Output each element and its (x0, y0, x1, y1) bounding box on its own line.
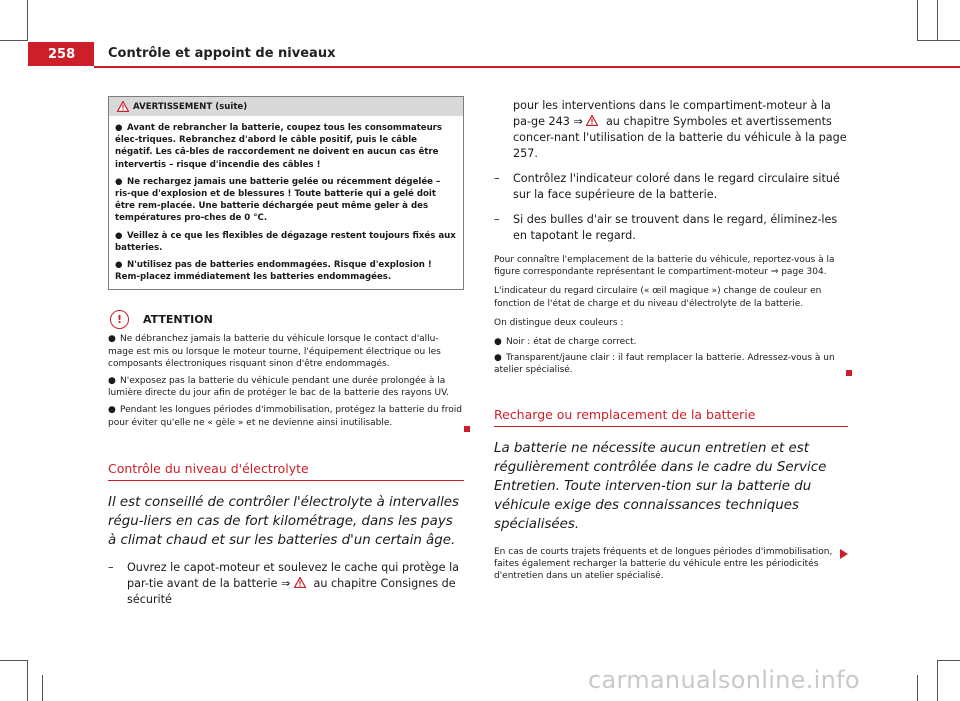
recharge-section (494, 407, 848, 583)
bullet-icon: ● (108, 376, 116, 387)
paragraph: On distingue deux couleurs : (494, 317, 624, 328)
attention-item: ● Ne débranchez jamais la batterie du véhicule lorsque le contact d'allu-mage est mis ou lorsque le moteur tourne, l'équipement électrique ou les composants électroniques risquant sinon d'être endommagés. (108, 334, 441, 369)
crop-mark (27, 660, 28, 701)
warning-header (109, 97, 463, 116)
attention-block (108, 310, 464, 428)
color-item: ● Noir : état de charge correct. (494, 337, 637, 348)
paragraph: Pour connaître l'emplacement de la batterie du véhicule, reportez-vous à la figure correspondante représentant le compartiment-moteur ⇒ page 304. (494, 255, 835, 278)
crop-mark (27, 0, 28, 40)
bullet-icon: ● (108, 405, 116, 416)
crop-mark (0, 660, 28, 661)
bullet-icon: ● (494, 337, 502, 348)
section-lead: Il est conseillé de contrôler l'électrolyte à intervalles régu-liers en cas de fort kilométrage, dans les pays à climat chaud et sur les batteries d'un certain âge. (108, 494, 460, 548)
section-heading: Recharge ou remplacement de la batterie (494, 407, 848, 427)
warning-item: ● Ne rechargez jamais une batterie gelée ou récemment dégelée – ris-que d'explosion et de blessures ! Toute batterie qui a gelé doit être rem-placée. Une batterie déchargée peut même geler à des températures pro-ches de 0 °C. (115, 176, 441, 224)
step-continuation: pour les interventions dans le compartiment-moteur à la pa-ge 243 ⇒ au chapitre Symboles et avertissements concer-nant l'utilisation de la batterie du véhicule à la page 257. (513, 99, 847, 160)
header-rule (94, 66, 960, 68)
crop-mark (42, 675, 43, 701)
warning-triangle-icon (294, 577, 306, 588)
warning-box (108, 96, 464, 290)
crop-mark (917, 0, 918, 40)
dash-icon: – (494, 213, 500, 226)
step-item: – Contrôlez l'indicateur coloré dans le regard circulaire situé sur la face supérieure de la batterie. (494, 172, 840, 201)
section-lead: La batterie ne nécessite aucun entretien et est régulièrement contrôlée dans le cadre du Service Entretien. Toute interven-tion sur la batterie du véhicule exige des connaissances techniques spécialisées. (494, 440, 827, 532)
step-item: – Ouvrez le capot-moteur et soulevez le cache qui protège la par-tie avant de la batterie ⇒ au chapitre Consignes de sécurité (108, 560, 460, 606)
bullet-icon: ● (115, 176, 123, 187)
crop-mark (0, 40, 28, 41)
continue-arrow-icon (840, 549, 848, 559)
paragraph: L'indicateur du regard circulaire (« œil magique ») change de couleur en fonction de l'état de charge et du niveau d'électrolyte de la batterie. (494, 286, 822, 309)
attention-header (108, 310, 464, 329)
warning-triangle-icon (117, 101, 129, 112)
attention-item: ● N'exposez pas la batterie du véhicule pendant une durée prolongée à la lumière directe du jour afin de protéger le bac de la batterie des rayons UV. (108, 376, 449, 399)
dash-icon: – (494, 172, 500, 185)
bullet-icon: ● (115, 123, 123, 133)
crop-mark (937, 660, 960, 661)
paragraph: En cas de courts trajets fréquents et de longues périodes d'immobilisation, faites également recharger la batterie du véhicule entre les périodicités d'entretien dans un atelier spécialisé. (494, 546, 833, 582)
exclamation-circle-icon: ! (110, 310, 129, 329)
end-of-section-mark (464, 426, 470, 432)
attention-item: ● Pendant les longues périodes d'immobilisation, protégez la batterie du froid pour éviter qu'elle ne « gèle » et ne devienne ainsi inutilisable. (108, 405, 462, 428)
page-number: 258 (28, 42, 94, 66)
bullet-icon: ● (494, 353, 502, 364)
crop-mark (917, 675, 918, 701)
warning-item: ● Avant de rebrancher la batterie, coupez tous les consommateurs élec-triques. Rebranchez d'abord le câble positif, puis le câble négatif. Les câ-bles de raccordement ne doivent en aucun cas être intervertis – risque d'incendie des câbles ! (115, 123, 443, 170)
warning-item: ● N'utilisez pas de batteries endommagées. Risque d'explosion ! Rem-placez immédiatement les batteries endommagées. (115, 260, 432, 283)
warning-item: ● Veillez à ce que les flexibles de dégazage restent toujours fixés aux batteries. (115, 230, 456, 253)
warning-body (109, 116, 463, 289)
warning-title: AVERTISSEMENT (suite) (133, 101, 248, 112)
bullet-icon: ● (115, 260, 123, 271)
crop-mark (937, 0, 938, 40)
dash-icon: – (108, 560, 114, 574)
right-column (494, 98, 848, 582)
section-heading: Contrôle du niveau d'électrolyte (108, 461, 464, 481)
color-item: ● Transparent/jaune clair : il faut remplacer la batterie. Adressez-vous à un atelier spécialisé. (494, 353, 835, 376)
crop-mark (937, 660, 938, 701)
attention-title: ATTENTION (143, 312, 213, 326)
electrolyte-section (108, 461, 464, 608)
left-column (108, 96, 464, 608)
watermark: carmanualsonline.info (588, 666, 860, 694)
end-of-section-mark (846, 370, 852, 376)
crop-mark (917, 40, 960, 41)
step-item: – Si des bulles d'air se trouvent dans le regard, éliminez-les en tapotant le regard. (494, 213, 838, 242)
warning-triangle-icon (586, 115, 598, 126)
bullet-icon: ● (115, 230, 123, 241)
bullet-icon: ● (108, 334, 116, 345)
page-title: Contrôle et appoint de niveaux (108, 46, 336, 61)
